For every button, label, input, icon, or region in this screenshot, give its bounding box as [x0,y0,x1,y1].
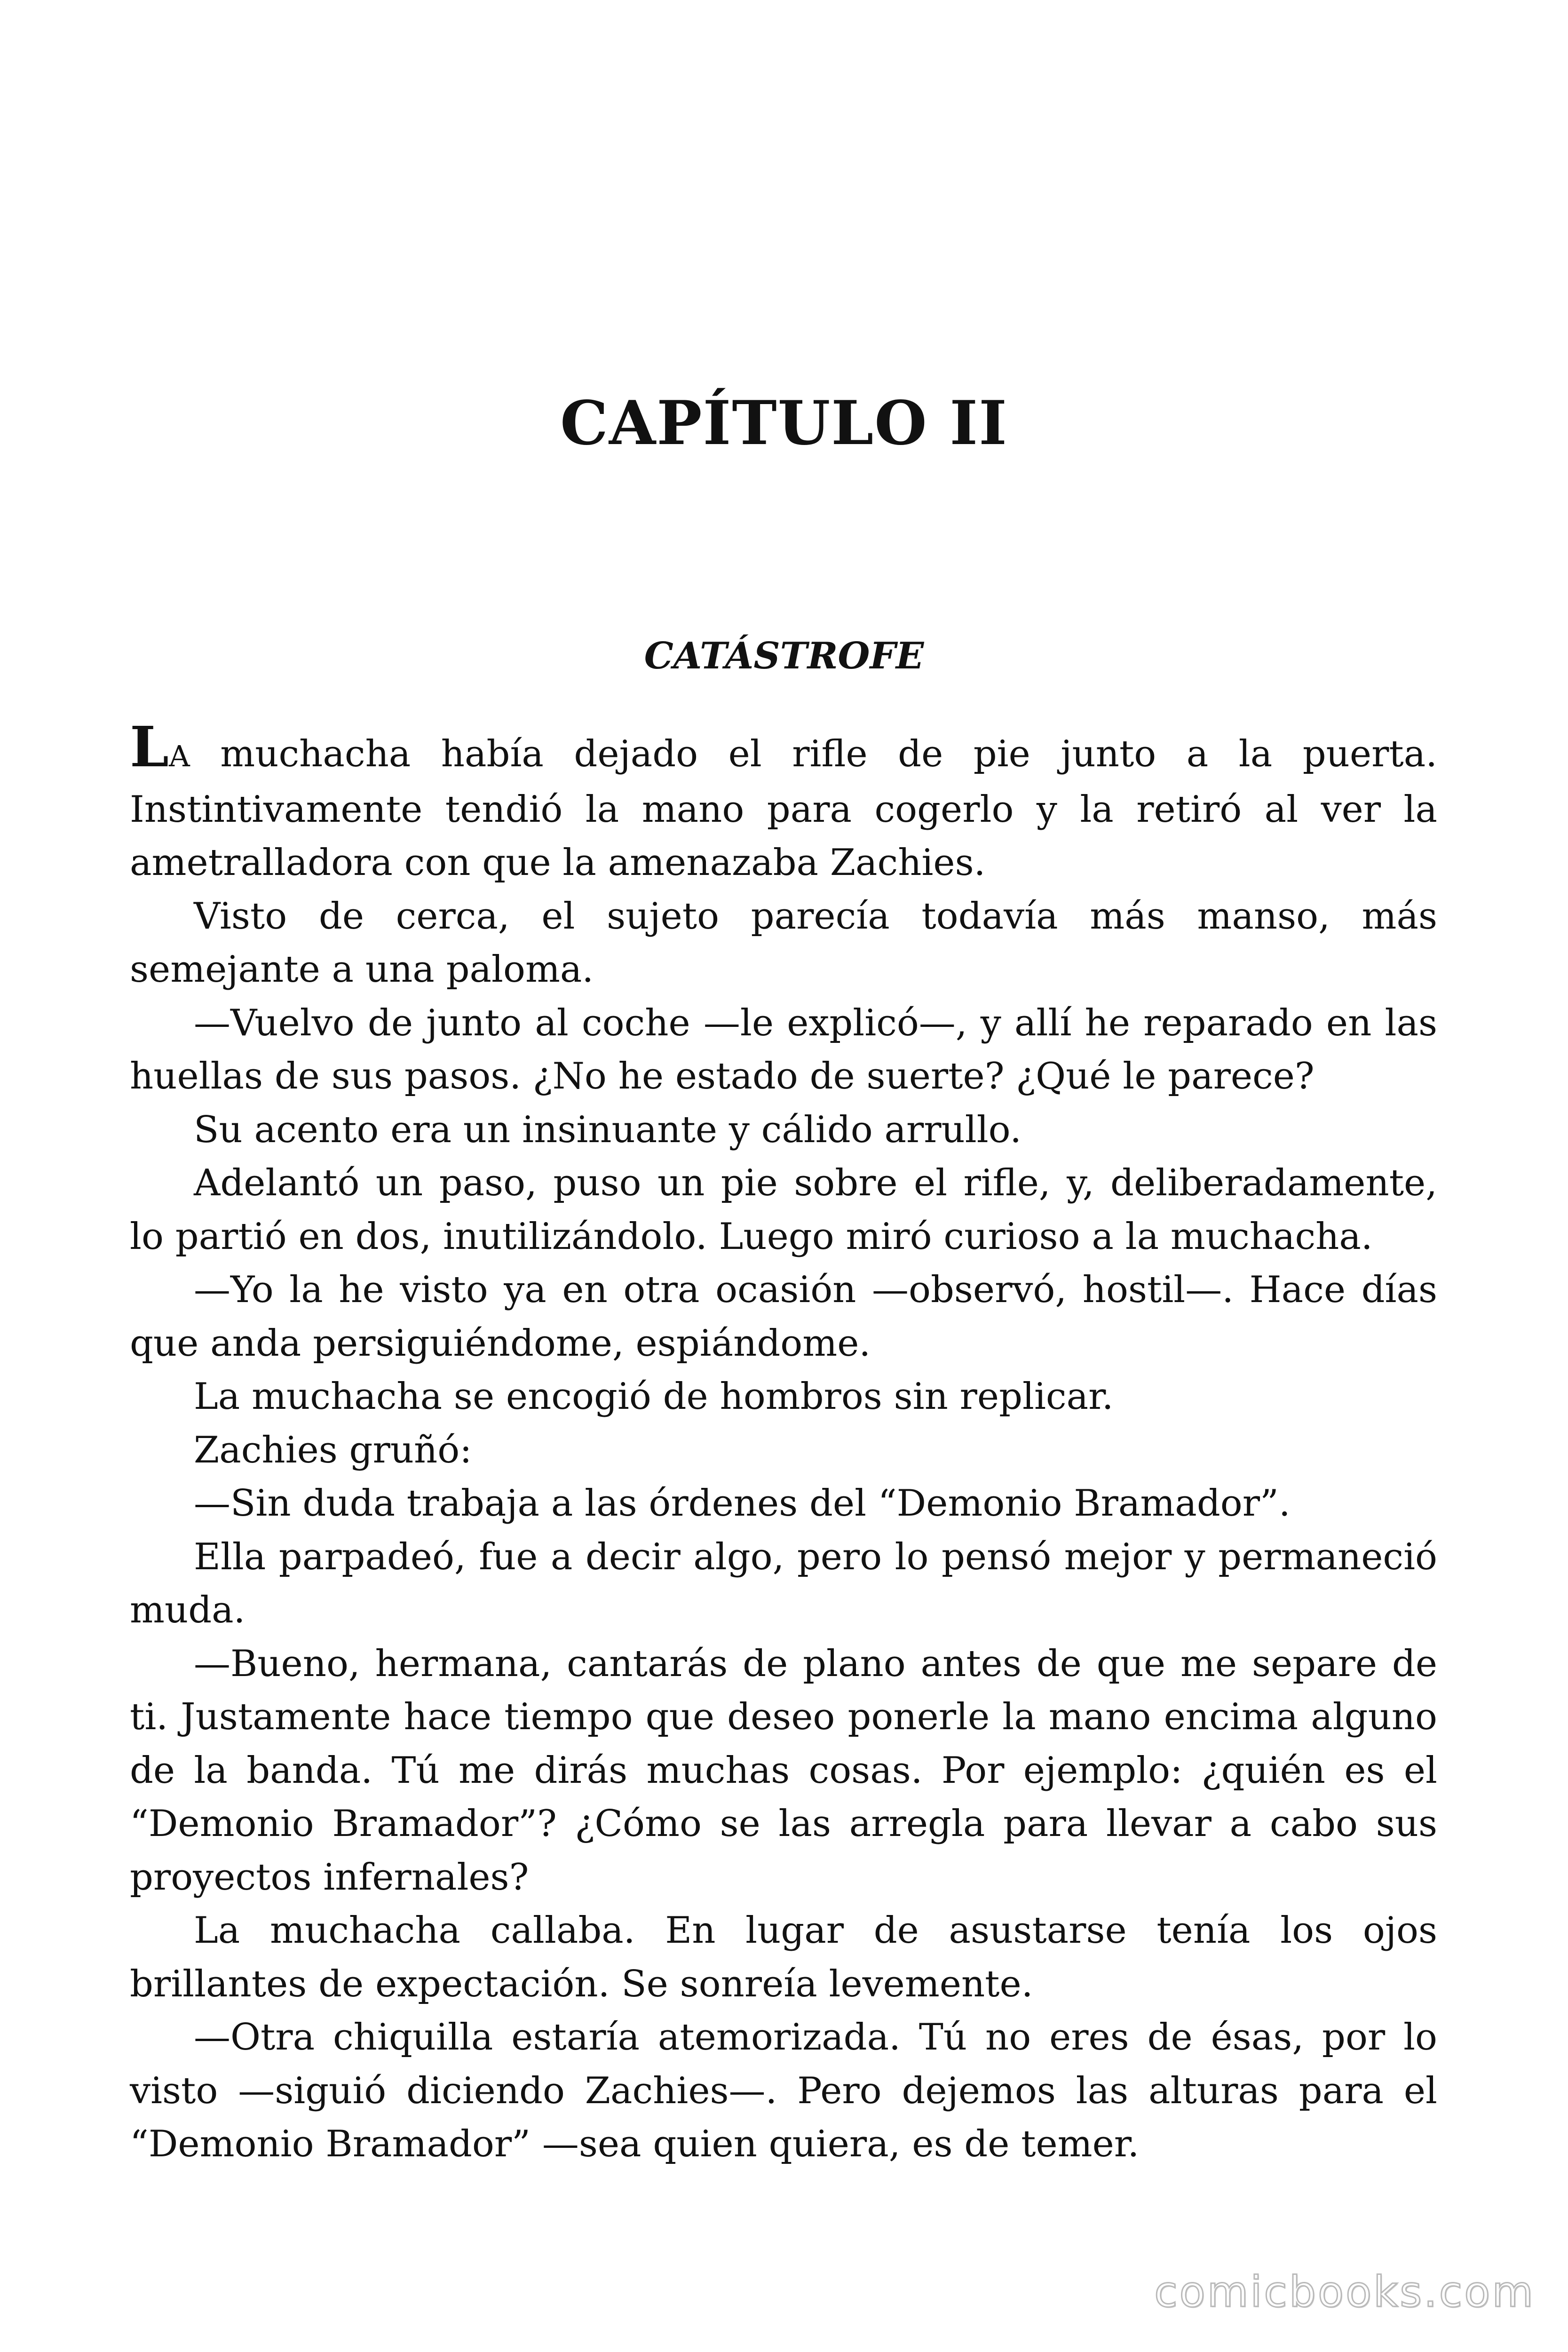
chapter-title: CAPÍTULO II [560,388,1008,459]
drop-cap: L [130,714,169,779]
paragraph-first [130,714,1437,890]
paragraph: Visto de cerca, el sujeto parecía todavía más manso, más semejante a una paloma. [130,895,1437,991]
paragraph: —Sin duda trabaja a las órdenes del “Demonio Bramador”. [194,1482,1291,1525]
paragraph-text: muchacha había dejado el rifle de pie junto a la puerta. Instintivamente tendió la mano para cogerlo y la retiró al ver la ametralladora con que la amenazaba Zachies. [130,733,1437,884]
watermark: comicbooks.com [1154,2267,1535,2317]
chapter-subtitle: CATÁSTROFE [644,635,924,677]
paragraph: La muchacha callaba. En lugar de asustarse tenía los ojos brillantes de expectación. Se sonreía levemente. [130,1909,1437,2005]
paragraph: —Vuelvo de junto al coche —le explicó—, y allí he reparado en las huellas de sus pasos. ¿No he estado de suerte? ¿Qué le parece? [130,1001,1437,1097]
paragraph: Su acento era un insinuante y cálido arrullo. [194,1108,1022,1151]
paragraph: —Yo la he visto ya en otra ocasión —observó, hostil—. Hace días que anda persiguiéndome, espiándome. [130,1269,1437,1365]
paragraph: Ella parpadeó, fue a decir algo, pero lo pensó mejor y permaneció muda. [130,1535,1437,1631]
paragraph: Zachies gruñó: [194,1429,472,1471]
paragraph: Adelantó un paso, puso un pie sobre el rifle, y, deliberadamente, lo partió en dos, inutilizándolo. Luego miró curioso a la muchacha. [130,1162,1437,1258]
small-cap: A [168,739,190,773]
paragraph: —Otra chiquilla estaría atemorizada. Tú no eres de ésas, por lo visto —siguió diciendo Zachies—. Pero dejemos las alturas para el “Demonio Bramador” —sea quien quiera, es de temer. [130,2016,1437,2165]
paragraph: La muchacha se encogió de hombros sin replicar. [194,1375,1114,1418]
body-text [130,714,1437,2171]
paragraph: —Bueno, hermana, cantarás de plano antes de que me separe de ti. Justamente hace tiempo que deseo ponerle la mano encima alguno de la banda. Tú me dirás muchas cosas. Por ejemplo: ¿quién es el “Demonio Bramador”? ¿Cómo se las arregla para llevar a cabo sus proyectos infernales? [130,1642,1437,1899]
